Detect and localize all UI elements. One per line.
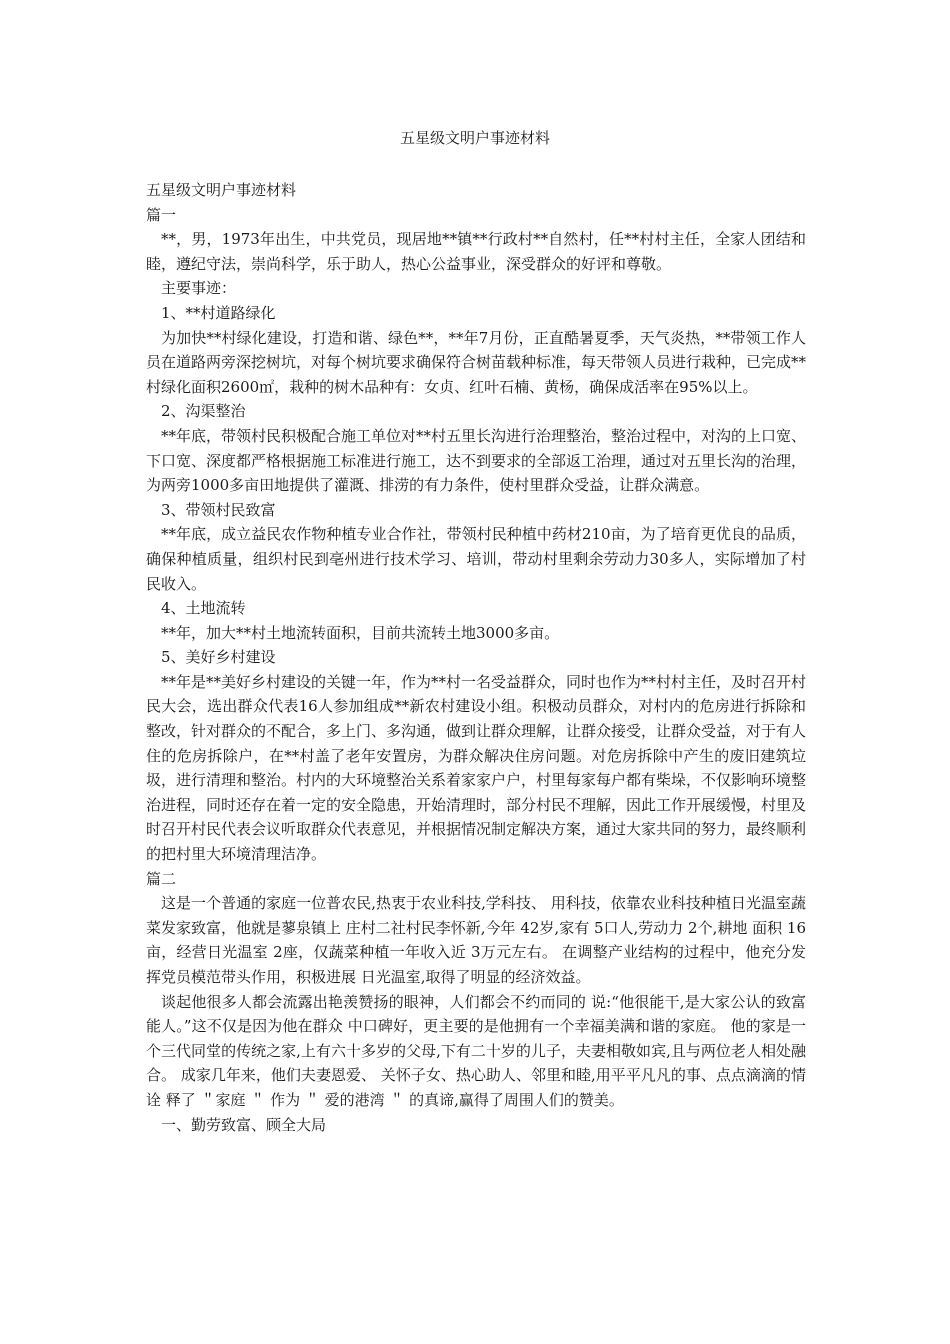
section-heading: 3、带领村民致富 [161, 500, 276, 519]
part2-paragraph: 谈起他很多人都会流露出艳羡赞扬的眼神，人们都会不约而同的 说:“他很能干,是大家公认的致富能人。”这不仅是因为他在群众 中口碑好，更主要的是他拥有一个幸福美满和谐的家庭。 他的家是一 个三代同堂的传统之家,上有六十多岁的父母,下有二十岁的儿子，夫妻相敬如宾,且与两位老人相处融合。 成家几年来，他们夫妻恩爱、 关怀子女、热心助人、邻里和睦,用平平凡凡的事、点点滴滴的情诠 释了 ＂家庭 ＂ 作为 ＂ 爱的港湾 ＂ 的真谛,赢得了周围人们的赞美。 [146, 992, 806, 1109]
section-text: **年，加大**村土地流转面积，目前共流转土地3000多亩。 [161, 623, 560, 642]
part1-intro: **，男，1973年出生，中共党员，现居地**镇**行政村**自然村，任**村村主任，全家人团结和睦，遵纪守法，崇尚科学，乐于助人，热心公益事业，深受群众的好评和尊敬。 [146, 230, 806, 273]
document-title: 五星级文明户事迹材料 [399, 129, 550, 147]
main-deeds-label: 主要事迹： [161, 279, 237, 298]
section-heading: 2、沟渠整治 [161, 402, 246, 421]
section-heading: 1、**村道路绿化 [161, 303, 276, 322]
section-text: 为加快**村绿化建设，打造和谐、绿色**，**年7月份，正直酷暑夏季，天气炎热，**带领工作人员在道路两旁深挖树坑，对每个树坑要求确保符合树苗载种标准，每天带领人员进行栽种，已完成**村绿化面积2600㎡，栽种的树木品种有：女贞、红叶石楠、黄杨，确保成活率在95%以上。 [146, 328, 807, 396]
part1-heading: 篇一 [146, 205, 177, 224]
section-heading: 5、美好乡村建设 [161, 648, 276, 667]
section-text: **年底，成立益民农作物种植专业合作社，带领村民种植中药材210亩，为了培育更优良的品质，确保种植质量，组织村民到亳州进行技术学习、培训，带动村里剩余劳动力30多人，实际增加了村民收入。 [146, 525, 806, 593]
part2-heading: 篇二 [146, 869, 177, 888]
section-text: **年底，带领村民积极配合施工单位对**村五里长沟进行治理整治，整治过程中，对沟的上口宽、下口宽、深度都严格根据施工标准进行施工，达不到要求的全部返工治理，通过对五里长沟的治理，为两旁1000多亩田地提供了灌溉、排涝的有力条件，使村里群众受益，让群众满意。 [146, 426, 807, 495]
document-subtitle: 五星级文明户事迹材料 [146, 181, 297, 199]
section-text: **年是**美好乡村建设的关键一年，作为**村一名受益群众，同时也作为**村村主任，及时召开村民大会，选出群众代表16人参加组成**新农村建设小组。积极动员群众，对村内的危房进行拆除和整改，针对群众的不配合，多上门、多沟通，做到让群众理解，让群众接受，让群众受益，对于有人住的危房拆除户，在**村盖了老年安置房，为群众解决住房问题。对危房拆除中产生的废旧建筑垃圾，进行清理和整治。村内的大环境整治关系着家家户户，村里每家每户都有柴垛，不仅影响环境整治进程，同时还存在着一定的安全隐患，开始清理时，部分村民不理解，因此工作开展缓慢，村里及时召开村民代表会议听取群众代表意见，并根据情况制定解决方案，通过大家共同的努力，最终顺利的把村里大环境清理洁净。 [146, 672, 807, 864]
document-body [146, 178, 806, 1137]
part2-paragraph: 这是一个普通的家庭一位普农民,热衷于农业科技,学科技、 用科技，依靠农业科技种植日光温室蔬菜发家致富，他就是蓼泉镇上 庄村二社村民李怀新,今年 42岁,家有 5口人,劳动力 2个,耕地 面积 16亩，经营日光温室 2座，仅蔬菜种植一年收入近 3万元左右。 在调整产业结构的过程中，他充分发挥党员模范带头作用，积极进展 日光温室,取得了明显的经济效益。 [146, 894, 806, 986]
section-heading: 4、土地流转 [161, 599, 246, 618]
part2-subheading: 一、勤劳致富、顾全大局 [161, 1115, 327, 1134]
